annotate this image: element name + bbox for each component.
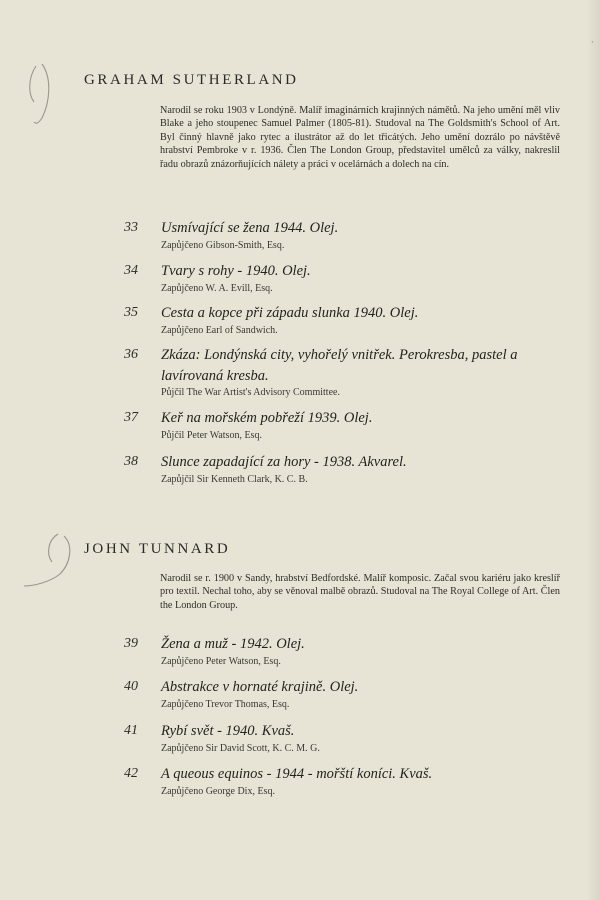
- work-title: Abstrakce v hornaté krajině. Olej.: [161, 679, 359, 695]
- catalogue-number: 34: [124, 263, 138, 278]
- pencil-annotation-mark: [22, 58, 62, 128]
- catalogue-number: 39: [124, 636, 138, 651]
- pencil-corner-mark: ʼ: [590, 40, 594, 51]
- catalogue-number: 41: [124, 723, 138, 738]
- artist-biography: Narodil se roku 1903 v Londýně. Malíř imaginárních krajinných námětů. Na jeho umění měl vliv Blake a jeho stoupenec Samuel Palmer (1805-81). Studoval na The Goldsmith's School of Art. Byl činný hlavně jako rytec a ilustrátor až do let třicátých. Jeho umění dozrálo po návštěvě hrabství Pembroke v r. 1936. Člen The London Group, představitel umělců za války, nakreslil řadu obrazů znázorňujících nálety a práci v ocelárnách a dolech na cín.: [160, 105, 560, 170]
- work-lender: Zapůjčeno Trevor Thomas, Esq.: [161, 699, 290, 710]
- work-title: Slunce zapadající za hory - 1938. Akvarel.: [161, 454, 407, 470]
- work-title: Zkáza: Londýnská city, vyhořelý vnitřek. Perokresba, pastel a lavírovaná kresba.: [161, 347, 518, 384]
- work-lender: Zapůjčeno Gibson-Smith, Esq.: [161, 240, 285, 251]
- work-lender: Zapůjčil Sir Kenneth Clark, K. C. B.: [161, 474, 308, 485]
- catalogue-number: 37: [124, 410, 138, 425]
- catalogue-number: 33: [124, 220, 138, 235]
- catalogue-number: 38: [124, 454, 138, 469]
- work-title: Rybí svět - 1940. Kvaš.: [161, 723, 295, 739]
- catalogue-number: 40: [124, 679, 138, 694]
- work-title: Cesta a kopce při západu slunka 1940. Olej.: [161, 305, 419, 321]
- work-title: Usmívající se žena 1944. Olej.: [161, 220, 339, 236]
- page-edge-shadow: [586, 0, 600, 900]
- work-title: Keř na mořském pobřeží 1939. Olej.: [161, 410, 373, 426]
- artist-heading: JOHN TUNNARD: [84, 541, 231, 557]
- work-lender: Půjčil Peter Watson, Esq.: [161, 430, 262, 441]
- work-lender: Zapůjčeno Peter Watson, Esq.: [161, 656, 281, 667]
- work-title: A queous equinos - 1944 - mořští koníci. Kvaš.: [161, 766, 433, 782]
- work-title: Žena a muž - 1942. Olej.: [161, 636, 305, 652]
- artist-heading: GRAHAM SUTHERLAND: [84, 72, 299, 88]
- work-lender: Půjčil The War Artist's Advisory Committee.: [161, 387, 340, 398]
- catalogue-number: 36: [124, 347, 138, 362]
- work-lender: Zapůjčeno W. A. Evill, Esq.: [161, 283, 273, 294]
- work-lender: Zapůjčeno Earl of Sandwich.: [161, 325, 278, 336]
- catalogue-number: 42: [124, 766, 138, 781]
- work-title: Tvary s rohy - 1940. Olej.: [161, 263, 311, 279]
- artist-biography: Narodil se r. 1900 v Sandy, hrabství Bedfordské. Malíř komposic. Začal svou kariéru jako kreslíř pro textil. Nechal toho, aby se věnoval malbě obrazů. Studoval na The Royal College of Art. Člen the London Group.: [160, 573, 560, 611]
- work-lender: Zapůjčeno Sir David Scott, K. C. M. G.: [161, 743, 320, 754]
- pencil-annotation-mark: [20, 528, 90, 598]
- work-lender: Zapůjčeno George Dix, Esq.: [161, 786, 275, 797]
- catalogue-number: 35: [124, 305, 138, 320]
